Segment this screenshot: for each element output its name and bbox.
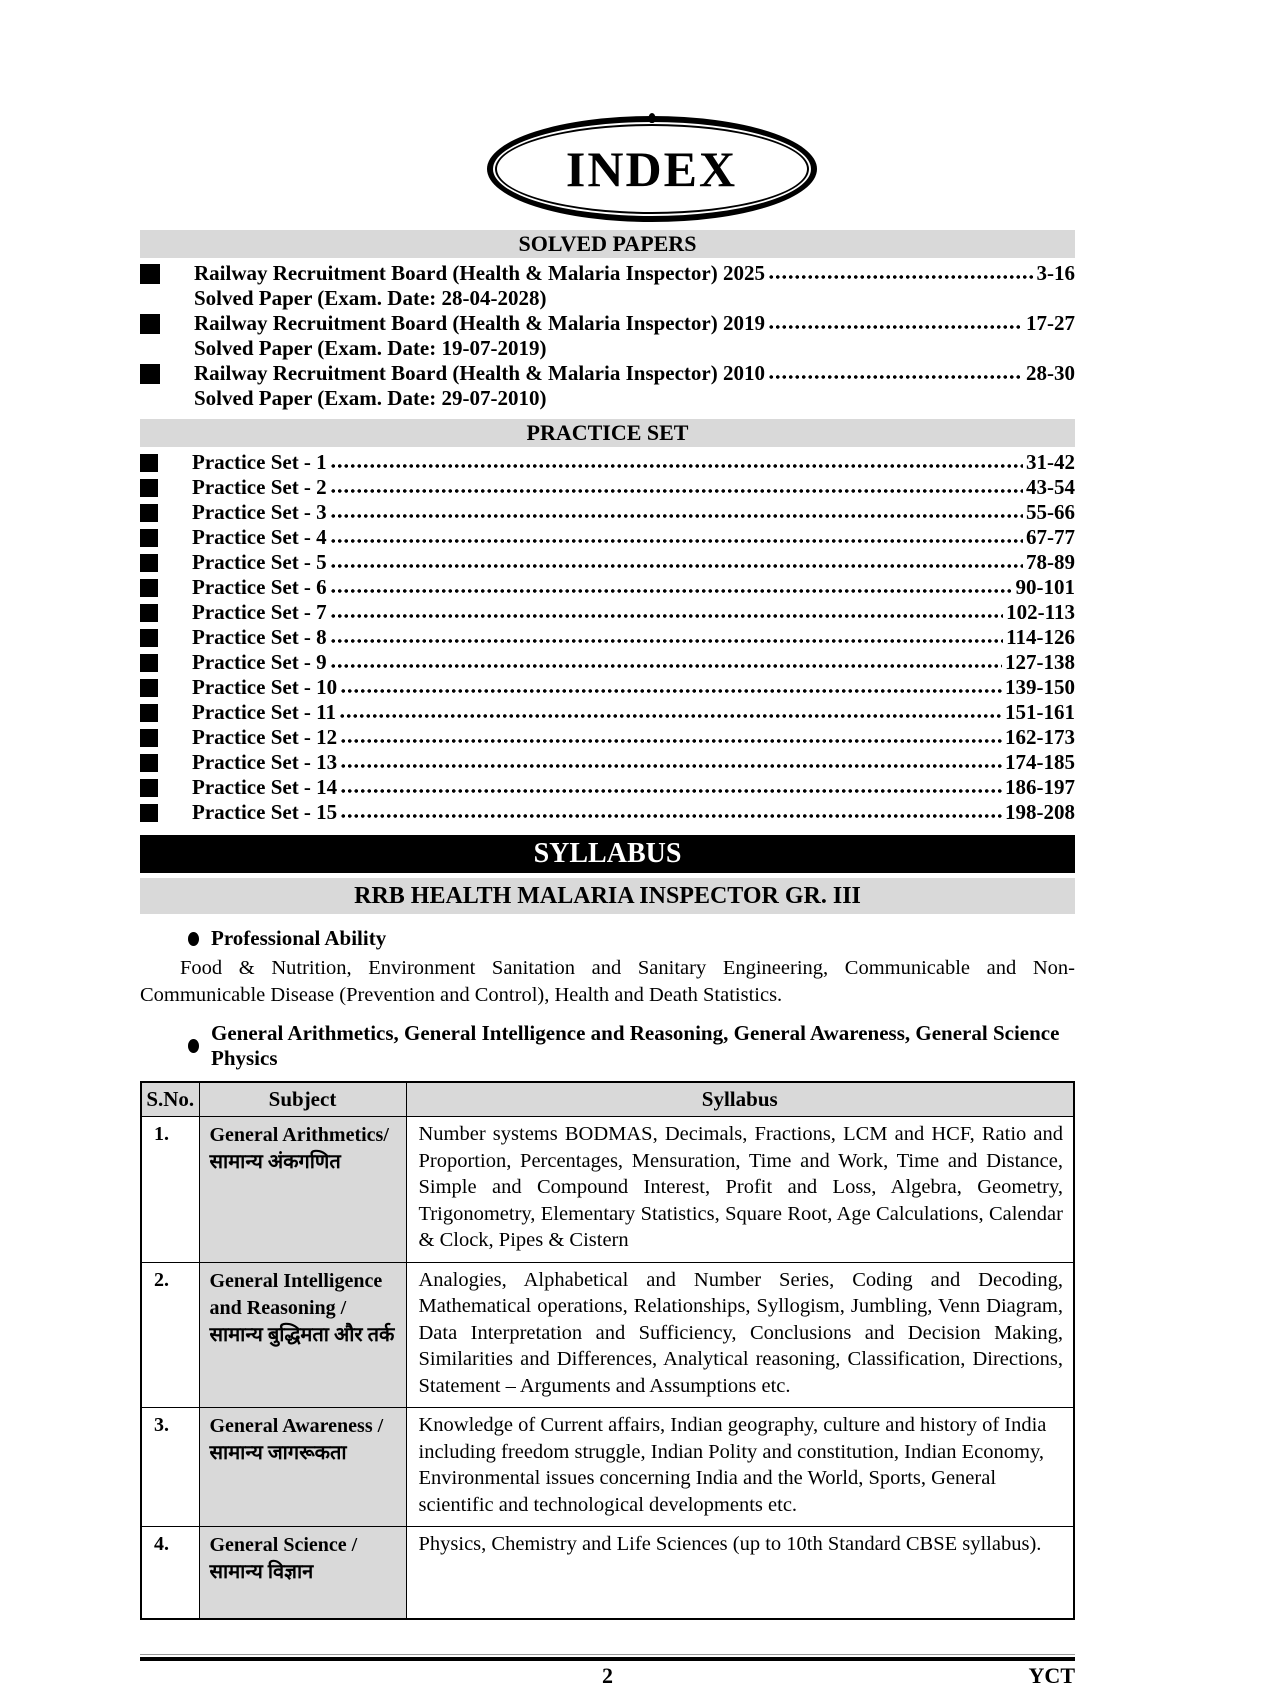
toc-item-title: Railway Recruitment Board (Health & Malaria Inspector) 2025 [194,261,765,285]
toc-item-title: Practice Set - 9 [192,650,327,674]
dot-leader [340,782,1002,794]
square-bullet-icon [140,454,158,472]
cell-syllabus: Analogies, Alphabetical and Number Series, Coding and Decoding, Mathematical operations, Relationships, Syllogism, Jumbling, Venn Diagram, Data Interpretation and Sufficiency, Conclusions and Decision Making, Similarities and Differences, Analytical reasoning, Classification, Directions, Statement – Arguments and Assumptions etc. [406,1262,1074,1408]
bullet-professional-ability [188,926,1075,951]
toc-item-title: Practice Set - 1 [192,450,327,474]
toc-item [140,261,1075,286]
cell-subject: General Awareness /सामान्य जागरूकता [199,1408,406,1527]
index-oval-inner-ring [495,124,809,214]
toc-item-title: Practice Set - 8 [192,625,327,649]
toc-item [140,550,1075,575]
index-title: INDEX [565,141,738,197]
toc-item-title: Practice Set - 11 [192,700,337,724]
square-bullet-icon [140,679,158,697]
dot-leader [330,557,1023,569]
circle-bullet-icon [188,932,199,946]
header-sno: S.No. [141,1082,199,1117]
toc-item [140,475,1075,500]
square-bullet-icon [140,704,158,722]
toc-item-subtitle: Solved Paper (Exam. Date: 19-07-2019) [194,336,547,360]
toc-item-pages: 162-173 [1005,725,1075,749]
index-oval-badge [487,116,817,222]
dot-leader [330,632,1003,644]
table-row [141,1262,1074,1408]
cell-sno: 2. [141,1262,199,1408]
toc-item-pages: 198-208 [1005,800,1075,824]
dot-leader [339,707,1002,719]
oval-finial-icon [648,113,655,123]
dot-leader [340,732,1002,744]
dot-leader [330,582,1013,594]
toc-item [140,575,1075,600]
toc-item-title: Practice Set - 15 [192,800,338,824]
square-bullet-icon [140,654,158,672]
cell-sno: 1. [141,1117,199,1263]
toc-item-pages: 127-138 [1005,650,1075,674]
page-footer [140,1663,1075,1697]
toc-item [140,775,1075,800]
dot-leader [330,607,1003,619]
toc-item [140,450,1075,475]
toc-item-subtitle: Solved Paper (Exam. Date: 29-07-2010) [194,386,547,410]
toc-item-subtitle: Solved Paper (Exam. Date: 28-04-2028) [194,286,547,310]
toc-item-title: Practice Set - 4 [192,525,327,549]
toc-item [140,800,1075,825]
toc-item-pages: 114-126 [1006,625,1075,649]
dot-leader [340,682,1002,694]
table-row [141,1408,1074,1527]
square-bullet-icon [140,629,158,647]
table-row [141,1117,1074,1263]
syllabus-heading: SYLLABUS [140,835,1075,873]
footer-brand: YCT [1028,1662,1075,1688]
dot-leader [330,657,1002,669]
toc-item-pages: 43-54 [1026,475,1075,499]
bullet-label: Professional Ability [211,926,387,950]
cell-subject: General Arithmetics/सामान्य अंकगणित [199,1117,406,1263]
square-bullet-icon [140,364,160,384]
square-bullet-icon [140,264,160,284]
practice-set-list [140,450,1075,825]
table-header-row [141,1082,1074,1117]
solved-papers-heading: SOLVED PAPERS [140,230,1075,258]
footer-divider [140,1654,1075,1661]
header-subject: Subject [199,1082,406,1117]
dot-leader [768,368,1023,380]
toc-item-title: Practice Set - 13 [192,750,338,774]
square-bullet-icon [140,554,158,572]
toc-item-pages: 174-185 [1005,750,1075,774]
toc-item-title: Practice Set - 3 [192,500,327,524]
bullet-label: General Arithmetics, General Intelligence and Reasoning, General Awareness, General Science Physics [211,1021,1060,1070]
syllabus-subheading: RRB HEALTH MALARIA INSPECTOR GR. III [140,878,1075,914]
toc-item-pages: 139-150 [1005,675,1075,699]
toc-item-title: Railway Recruitment Board (Health & Malaria Inspector) 2019 [194,311,765,335]
square-bullet-icon [140,504,158,522]
square-bullet-icon [140,579,158,597]
header-syllabus: Syllabus [406,1082,1074,1117]
toc-item-pages: 31-42 [1026,450,1075,474]
dot-leader [330,482,1023,494]
toc-item-title: Practice Set - 7 [192,600,327,624]
toc-item-title: Practice Set - 14 [192,775,338,799]
square-bullet-icon [140,529,158,547]
table-row [141,1527,1074,1619]
toc-item-title: Practice Set - 6 [192,575,327,599]
dot-leader [768,318,1023,330]
bullet-general-subjects [188,1021,1075,1071]
page-header [0,0,1275,222]
toc-item [140,675,1075,700]
toc-item [140,650,1075,675]
professional-ability-paragraph: Food & Nutrition, Environment Sanitation and Sanitary Engineering, Communicable and Non-Communicable Disease (Prevention and Control), Health and Death Statistics. [140,957,1075,1006]
dot-leader [330,457,1023,469]
square-bullet-icon [140,729,158,747]
syllabus-table [140,1081,1075,1620]
cell-sno: 4. [141,1527,199,1619]
square-bullet-icon [140,754,158,772]
toc-item-pages: 90-101 [1015,575,1075,599]
toc-item [140,700,1075,725]
cell-subject: General Science /सामान्य विज्ञान [199,1527,406,1619]
practice-set-heading: PRACTICE SET [140,419,1075,447]
toc-item-pages: 17-27 [1026,311,1075,335]
circle-bullet-icon [188,1039,199,1053]
footer-page-number: 2 [602,1662,613,1688]
square-bullet-icon [140,479,158,497]
square-bullet-icon [140,779,158,797]
solved-papers-list [140,261,1075,411]
toc-item [140,600,1075,625]
toc-item [140,525,1075,550]
toc-item-pages: 186-197 [1005,775,1075,799]
dot-leader [340,807,1002,819]
toc-item-pages: 67-77 [1026,525,1075,549]
cell-subject: General Intelligence and Reasoning /सामान्य बुद्धिमता और तर्क [199,1262,406,1408]
toc-item [140,625,1075,650]
toc-item [140,361,1075,386]
toc-item [140,750,1075,775]
toc-item-title: Practice Set - 12 [192,725,338,749]
square-bullet-icon [140,314,160,334]
cell-syllabus: Knowledge of Current affairs, Indian geography, culture and history of India including freedom struggle, Indian Polity and constitution, Indian Economy, Environmental issues concerning India and the World, Sports, General scientific and technological developments etc. [406,1408,1074,1527]
cell-syllabus: Physics, Chemistry and Life Sciences (up to 10th Standard CBSE syllabus). [406,1527,1074,1619]
toc-item [140,311,1075,336]
toc-item-title: Practice Set - 2 [192,475,327,499]
toc-item [140,725,1075,750]
toc-item-pages: 151-161 [1005,700,1075,724]
toc-item-title: Practice Set - 10 [192,675,338,699]
cell-syllabus: Number systems BODMAS, Decimals, Fractions, LCM and HCF, Ratio and Proportion, Percentages, Mensuration, Time and Work, Time and Distance, Simple and Compound Interest, Profit and Loss, Algebra, Geometry, Trigonometry, Elementary Statistics, Square Root, Age Calculations, Calendar & Clock, Pipes & Cistern [406,1117,1074,1263]
dot-leader [340,757,1002,769]
toc-item-title: Railway Recruitment Board (Health & Malaria Inspector) 2010 [194,361,765,385]
square-bullet-icon [140,804,158,822]
dot-leader [768,268,1034,280]
toc-item-pages: 55-66 [1026,500,1075,524]
toc-item [140,500,1075,525]
toc-item-title: Practice Set - 5 [192,550,327,574]
toc-item-pages: 3-16 [1036,261,1075,285]
toc-item-pages: 78-89 [1026,550,1075,574]
dot-leader [330,507,1023,519]
toc-item-pages: 102-113 [1006,600,1075,624]
dot-leader [330,532,1023,544]
toc-item-pages: 28-30 [1026,361,1075,385]
cell-sno: 3. [141,1408,199,1527]
square-bullet-icon [140,604,158,622]
